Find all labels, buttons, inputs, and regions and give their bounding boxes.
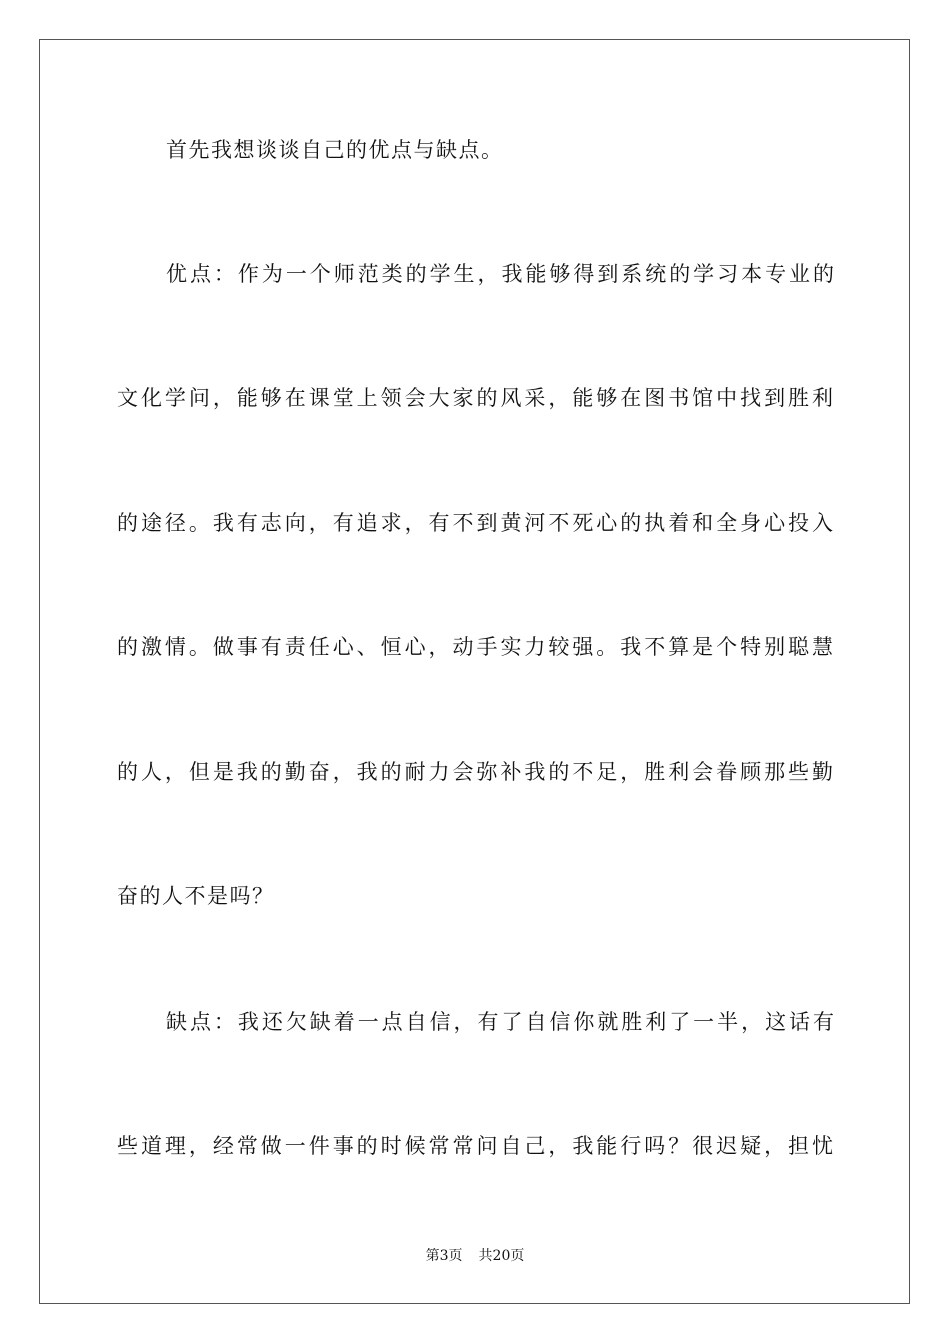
page-footer — [0, 1246, 950, 1266]
page-number: 第3页 — [425, 1248, 463, 1264]
page-frame — [39, 39, 910, 1304]
paragraph-weaknesses-line-2: 些道理，经常做一件事的时候常常问自己，我能行吗？很迟疑，担忧 — [117, 1134, 833, 1158]
paragraph-strengths-line-1: 优点：作为一个师范类的学生，我能够得到系统的学习本专业的 — [166, 262, 834, 286]
paragraph-strengths-line-6: 奋的人不是吗？ — [117, 884, 275, 908]
paragraph-intro-line-1: 首先我想谈谈自己的优点与缺点。 — [166, 138, 504, 162]
paragraph-strengths-line-3: 的途径。我有志向，有追求，有不到黄河不死心的执着和全身心投入 — [117, 511, 833, 535]
page-total: 共20页 — [478, 1248, 525, 1264]
paragraph-strengths-line-2: 文化学问，能够在课堂上领会大家的风采，能够在图书馆中找到胜利 — [117, 386, 833, 410]
paragraph-strengths-line-5: 的人，但是我的勤奋，我的耐力会弥补我的不足，胜利会眷顾那些勤 — [117, 760, 833, 784]
paragraph-strengths-line-4: 的激情。做事有责任心、恒心，动手实力较强。我不算是个特别聪慧 — [117, 635, 833, 659]
paragraph-weaknesses-line-1: 缺点：我还欠缺着一点自信，有了自信你就胜利了一半，这话有 — [166, 1010, 834, 1034]
